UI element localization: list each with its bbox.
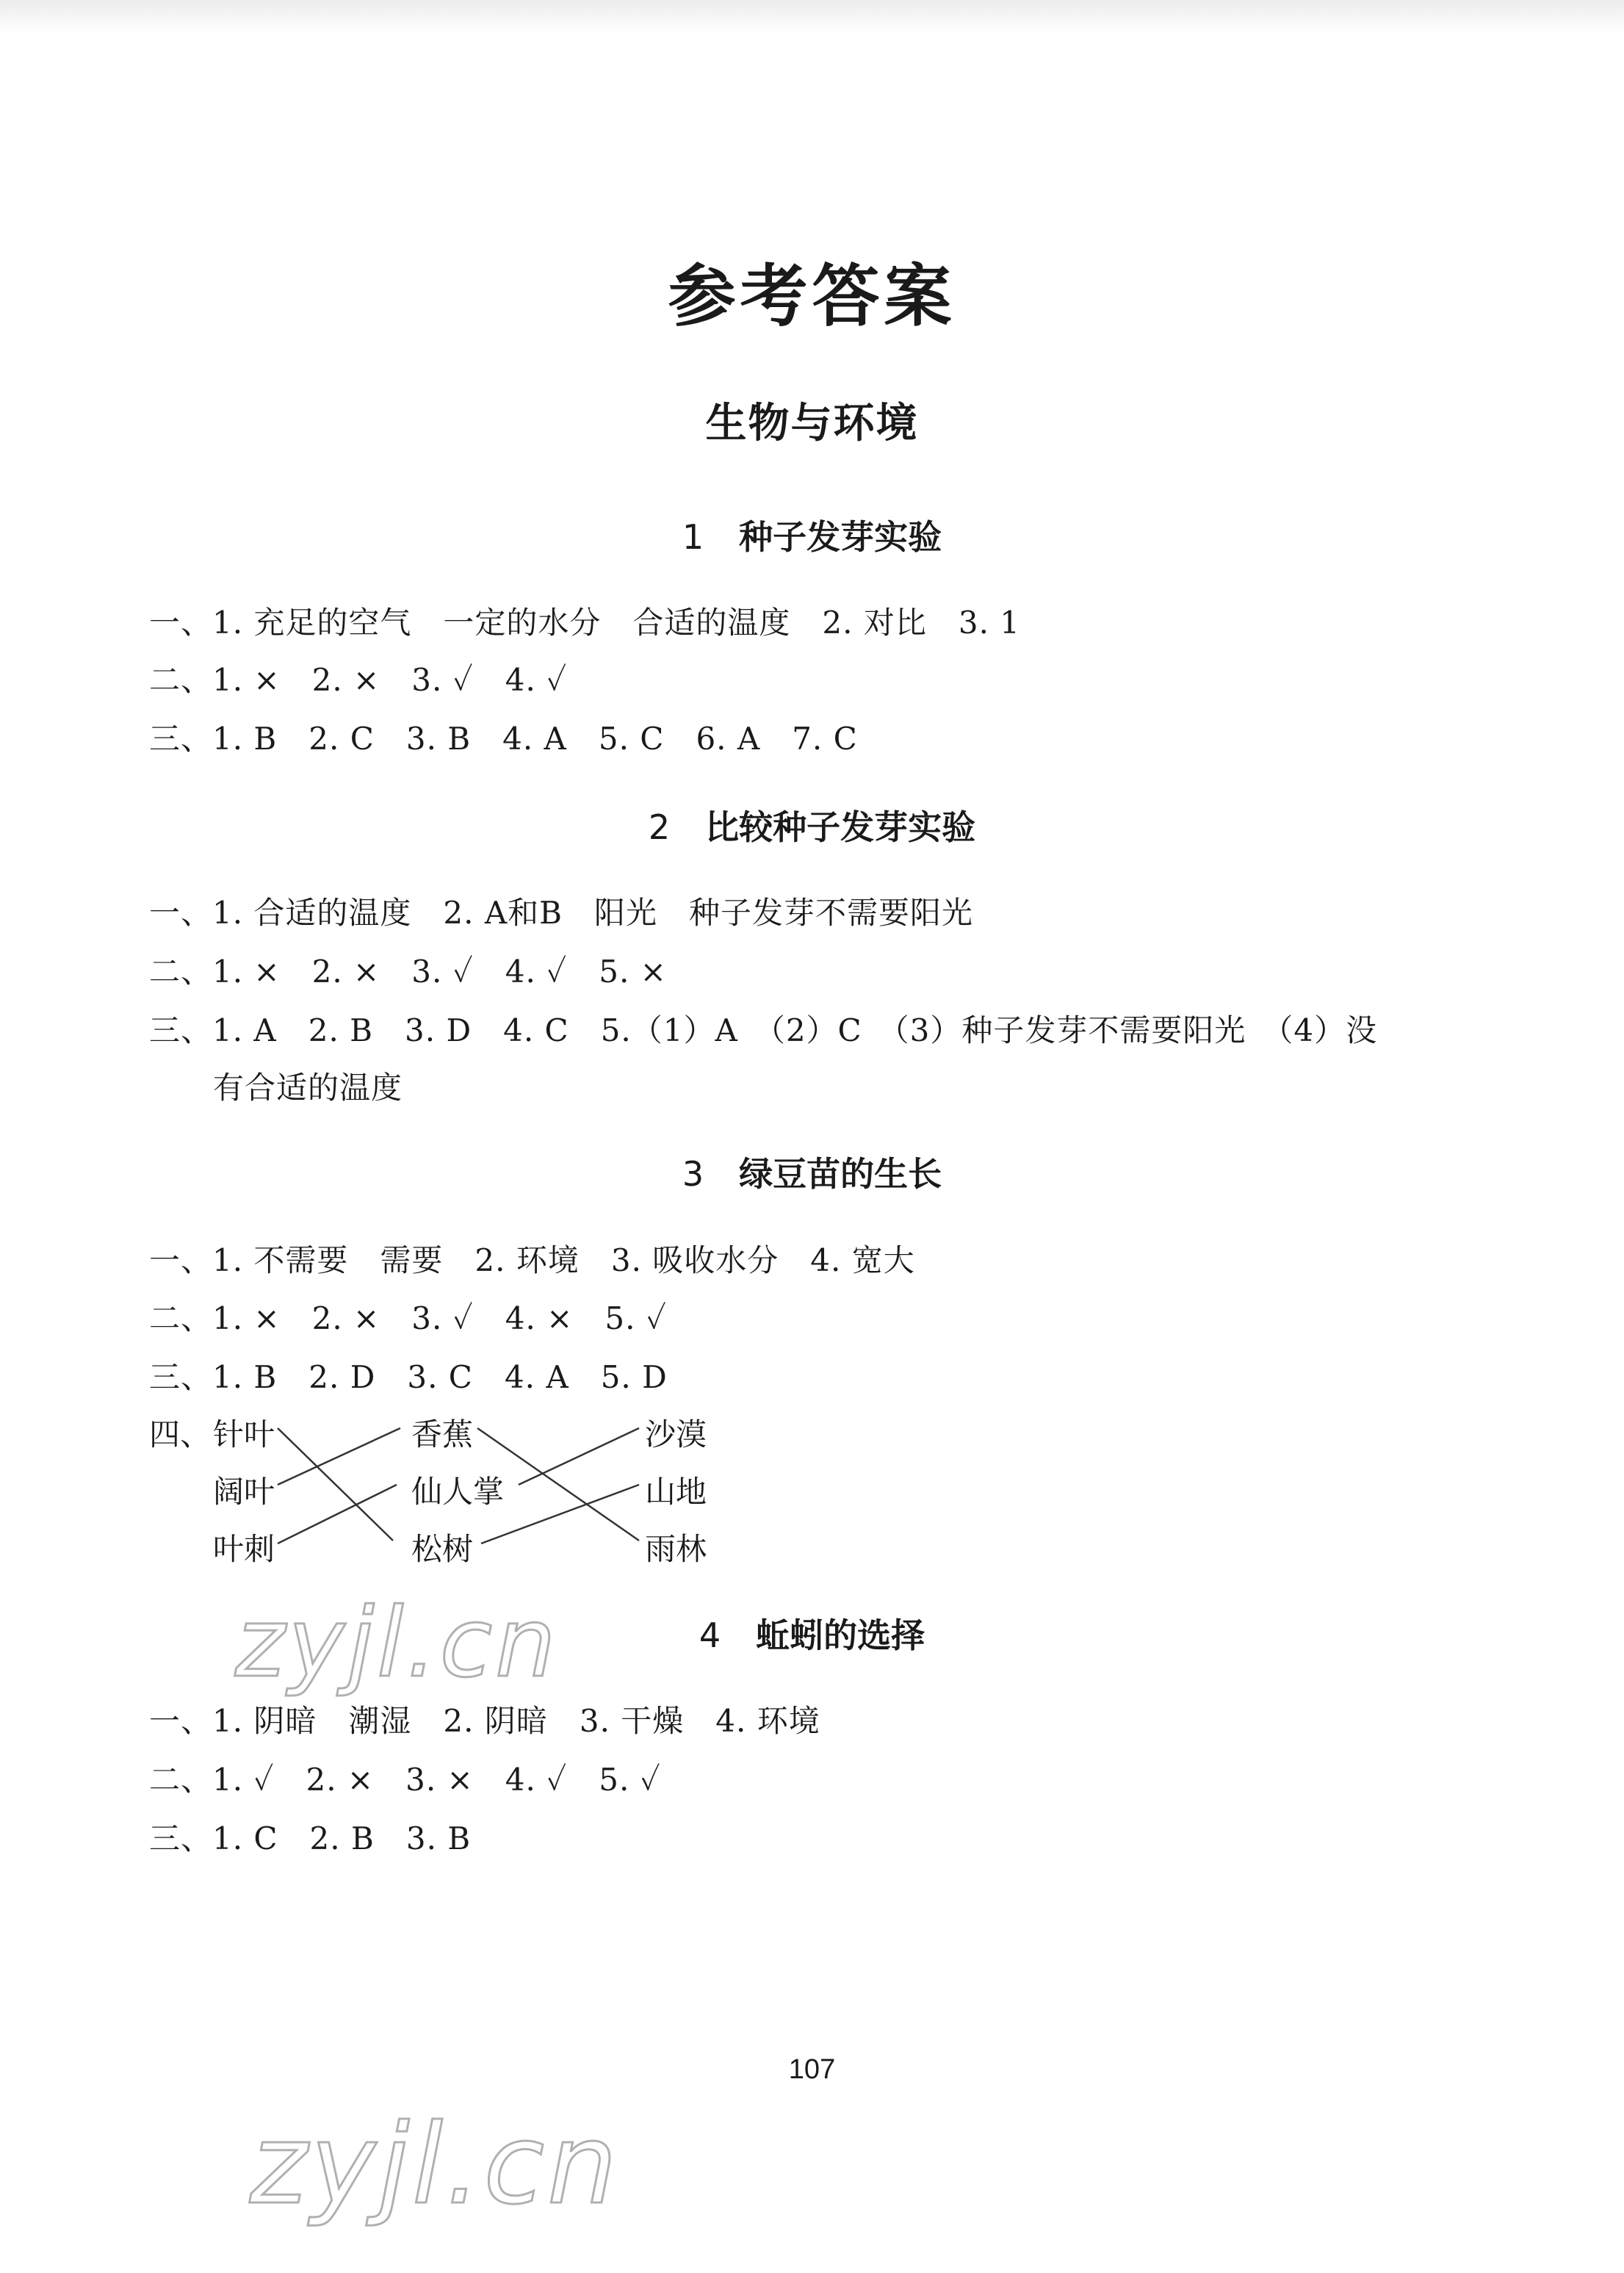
matching-prefix: 四、 [149,1416,212,1452]
lesson-number: 4 [699,1615,721,1655]
match-left-item: 叶刺 [213,1531,275,1567]
answer-line: 三、1. B 2. C 3. B 4. A 5. C 6. A 7. C [149,721,858,757]
page-number: 107 [788,2054,836,2085]
lesson-title: 种子发芽实验 [739,517,942,557]
answer-line: 三、1. A 2. B 3. D 4. C 5.（1）A （2）C （3）种子发芽不需要阳光 （4）没 [149,1012,1378,1048]
watermark: zyjl.cn [250,2101,621,2229]
match-middle-item: 香蕉 [411,1416,474,1452]
lesson-title: 绿豆苗的生长 [739,1154,942,1194]
answer-line-continued: 有合适的温度 [213,1070,403,1106]
lesson-number: 3 [682,1154,704,1194]
answer-line: 三、1. C 2. B 3. B [149,1820,472,1856]
answer-line: 一、1. 合适的温度 2. A和B 阳光 种子发芽不需要阳光 [149,895,974,931]
match-left-item: 阔叶 [213,1474,275,1510]
match-right-item: 山地 [645,1474,707,1510]
match-right-item: 雨林 [645,1531,707,1567]
match-line [278,1428,400,1485]
answer-line: 二、1. × 2. × 3. ✓ 4. ✓ [149,662,568,698]
answer-line: 二、1. × 2. × 3. ✓ 4. × 5. ✓ [149,1300,667,1336]
match-line [477,1428,639,1541]
match-middle-item: 仙人掌 [411,1474,505,1510]
match-right-item: 沙漠 [645,1416,707,1452]
answer-line: 三、1. B 2. D 3. C 4. A 5. D [149,1359,668,1395]
lesson-number: 2 [648,807,671,847]
answer-line: 二、1. × 2. × 3. ✓ 4. ✓ 5. × [149,954,667,990]
answer-line: 一、1. 充足的空气 一定的水分 合适的温度 2. 对比 3. 1 [149,605,1020,641]
lesson-number: 1 [682,517,704,557]
lesson-title: 比较种子发芽实验 [705,807,976,847]
unit-title: 生物与环境 [705,400,919,447]
answer-line: 一、1. 不需要 需要 2. 环境 3. 吸收水分 4. 宽大 [149,1242,915,1278]
answer-line: 二、1. ✓ 2. × 3. × 4. ✓ 5. ✓ [149,1762,661,1798]
match-left-item: 针叶 [213,1416,275,1452]
match-line [519,1428,639,1485]
match-line [278,1428,393,1541]
match-line [278,1485,397,1543]
page-title: 参考答案 [668,257,956,336]
match-middle-item: 松树 [411,1531,474,1567]
lesson-title: 蚯蚓的选择 [756,1615,925,1655]
answer-line: 一、1. 阴暗 潮湿 2. 阴暗 3. 干燥 4. 环境 [149,1703,820,1739]
match-line [481,1485,639,1543]
watermark: zyjl.cn [235,1587,559,1699]
